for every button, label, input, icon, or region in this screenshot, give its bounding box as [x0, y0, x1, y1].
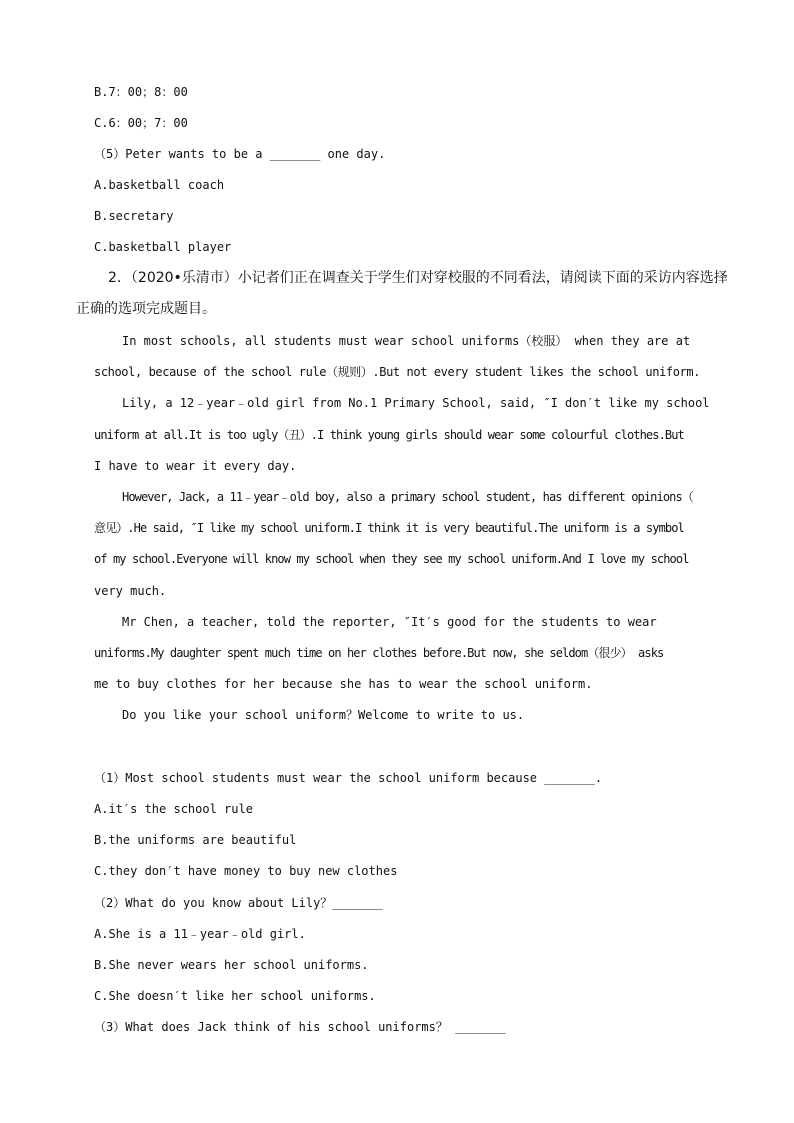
- passage-line: school, because of the school rule（规则）.But not every student likes the school uniform.: [94, 365, 701, 379]
- passage-line: 意见）.He said, ″I like my school uniform.I think it is very beautiful.The uniform is a symbol: [94, 521, 684, 535]
- question-2-2-option-a: A.She is a 11﹣year﹣old girl.: [94, 927, 306, 941]
- question-2-2-option-b: B.She never wears her school uniforms.: [94, 958, 369, 972]
- passage-line: of my school.Everyone will know my school when they see my school uniform.And I love my school: [94, 552, 689, 566]
- passage-line: very much.: [94, 584, 167, 598]
- question-5-option-b: B.secretary: [94, 209, 174, 223]
- option-b-previous: B.7：00；8：00: [94, 85, 188, 99]
- passage-line: Lily, a 12﹣year﹣old girl from No.1 Primary School, said, ″I don′t like my school: [122, 396, 710, 410]
- question-2-2: （2）What do you know about Lily？_______: [94, 896, 383, 910]
- passage-line: uniforms.My daughter spent much time on her clothes before.But now, she seldom（很少） asks: [94, 646, 664, 660]
- question-2-1: （1）Most school students must wear the school uniform because _______.: [94, 771, 603, 785]
- passage-line: uniform at all.It is too ugly（丑）.I think young girls should wear some colourful clothes.But: [94, 428, 684, 442]
- passage-line: me to buy clothes for her because she has to wear the school uniform.: [94, 677, 593, 691]
- question-2-1-option-b: B.the uniforms are beautiful: [94, 833, 297, 847]
- passage-line: However, Jack, a 11﹣year﹣old boy, also a primary school student, has different opinions（: [122, 490, 693, 504]
- question-2-2-option-c: C.She doesn′t like her school uniforms.: [94, 989, 376, 1003]
- question-5-option-a: A.basketball coach: [94, 178, 225, 192]
- question-2-heading-cont: 正确的选项完成题目。: [76, 301, 216, 317]
- question-5: （5）Peter wants to be a _______ one day.: [94, 147, 386, 161]
- question-5-option-c: C.basketball player: [94, 240, 232, 254]
- option-c-previous: C.6：00；7：00: [94, 116, 188, 130]
- passage-line: Mr Chen, a teacher, told the reporter, ″It′s good for the students to wear: [122, 615, 657, 629]
- passage-line: In most schools, all students must wear school uniforms（校服） when they are at: [122, 334, 691, 348]
- question-2-1-option-a: A.it′s the school rule: [94, 802, 253, 816]
- passage-line: I have to wear it every day.: [94, 459, 297, 473]
- question-2-heading: 2．（2020•乐清市）小记者们正在调查关于学生们对穿校服的不同看法，请阅读下面的采访内容选择: [108, 270, 728, 286]
- passage-line: Do you like your school uniform？Welcome to write to us.: [122, 708, 525, 722]
- question-2-1-option-c: C.they don′t have money to buy new clothes: [94, 864, 398, 878]
- question-2-3: （3）What does Jack think of his school uniforms？ _______: [94, 1020, 506, 1034]
